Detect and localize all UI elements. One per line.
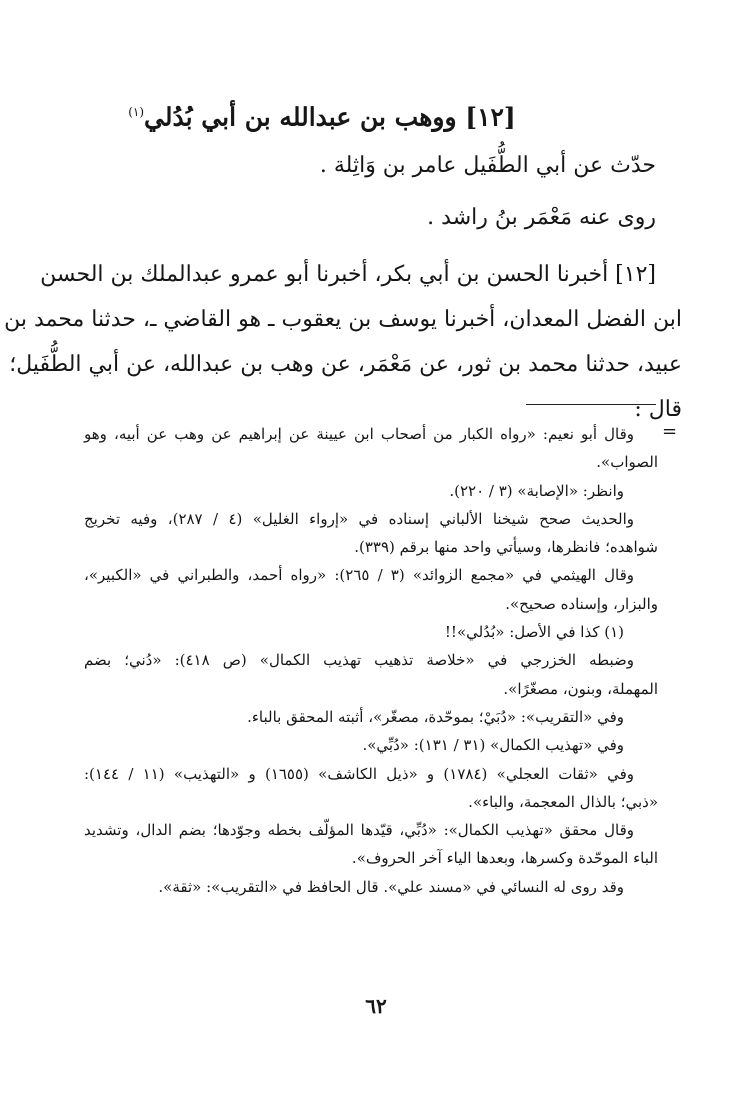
footnote-line: وقال الهيثمي في «مجمع الزوائد» (٣ / ٢٦٥): «رواه أحمد، والطبراني في «الكبير»، bbox=[84, 566, 634, 585]
footnote-line: المهملة، وبنون، مصغّرًا». bbox=[503, 679, 658, 698]
entry-line: ابن الفضل المعدان، أخبرنا يوسف بن يعقوب ـ هو القاضي ـ، حدثنا محمد بن bbox=[4, 307, 682, 332]
footnote-line: «ذبي؛ بالذال المعجمة، والباء». bbox=[468, 792, 658, 811]
footnote-reference: (١) bbox=[128, 105, 145, 119]
entry-line: قال : bbox=[634, 397, 682, 422]
footnote-line: الباء الموحّدة وكسرها، وبعدها الياء آخر الحروف». bbox=[351, 849, 658, 868]
footnote-line: والبزار، وإسناده صحيح». bbox=[505, 594, 658, 613]
footnotes bbox=[84, 420, 658, 901]
footnote-line: وقد روى له النسائي في «مسند علي». قال الحافظ في «التقريب»: «ثقة». bbox=[158, 877, 624, 896]
entry-line: عبيد، حدثنا محمد بن ثور، عن مَعْمَر، عن وهب بن عبدالله، عن أبي الطُّفَيل؛ bbox=[9, 352, 682, 377]
entry-line: [١٢] أخبرنا الحسن بن أبي بكر، أخبرنا أبو عمرو عبدالملك بن الحسن bbox=[40, 262, 656, 287]
footnote-line: وفي «ثقات العجلي» (١٧٨٤) و «ذيل الكاشف» (١٦٥٥) و «التهذيب» (١١ / ١٤٤): bbox=[84, 764, 635, 783]
entry-heading bbox=[72, 90, 572, 134]
entry-title: [١٢] ووهب بن عبدالله بن أبي بُدُلي bbox=[144, 102, 516, 132]
continuation-mark: = bbox=[662, 421, 678, 442]
footnote-line: الصواب». bbox=[596, 453, 658, 472]
narrated-by-line: روى عنه مَعْمَر بنُ راشد . bbox=[427, 205, 656, 230]
narrated-from-line: حدّث عن أبي الطُّفَيل عامر بن وَاثِلة . bbox=[319, 153, 656, 178]
footnote-line: وضبطه الخزرجي في «خلاصة تذهيب تهذيب الكمال» (ص ٤١٨): «دُني؛ بضم bbox=[84, 651, 634, 670]
footnote-line: والحديث صحح شيخنا الألباني إسناده في «إرواء الغليل» (٤ / ٢٨٧)، وفيه تخريج bbox=[84, 509, 634, 528]
footnote-line: (١) كذا في الأصل: «بُدُلي»!! bbox=[444, 623, 624, 642]
footnote-line: شواهده؛ فانظرها، وسيأتي واحد منها برقم (٣٣٩). bbox=[354, 538, 658, 557]
footnote-line: وقال أبو نعيم: «رواه الكبار من أصحاب ابن عيينة عن إبراهيم عن وهب عن أبيه، وهو bbox=[84, 425, 634, 443]
main-text bbox=[4, 90, 682, 432]
page-number: ٦٢ bbox=[365, 994, 387, 1018]
hadith-entry bbox=[4, 252, 682, 432]
footnote-line: وانظر: «الإصابة» (٣ / ٢٢٠). bbox=[449, 481, 624, 500]
footnote-line: وفي «تهذيب الكمال» (٣١ / ١٣١): «دُبِّي». bbox=[362, 736, 624, 755]
footnote-line: وفي «التقريب»: «دُبَيْ؛ بموحّدة، مصغّر»، أثبته المحقق بالباء. bbox=[247, 707, 624, 726]
footnote-separator bbox=[526, 404, 656, 405]
footnote-line: وقال محقق «تهذيب الكمال»: «دُبِّي، قيّدها المؤلّف بخطه وجوّدها؛ بضم الدال، وتشديد bbox=[84, 821, 634, 840]
